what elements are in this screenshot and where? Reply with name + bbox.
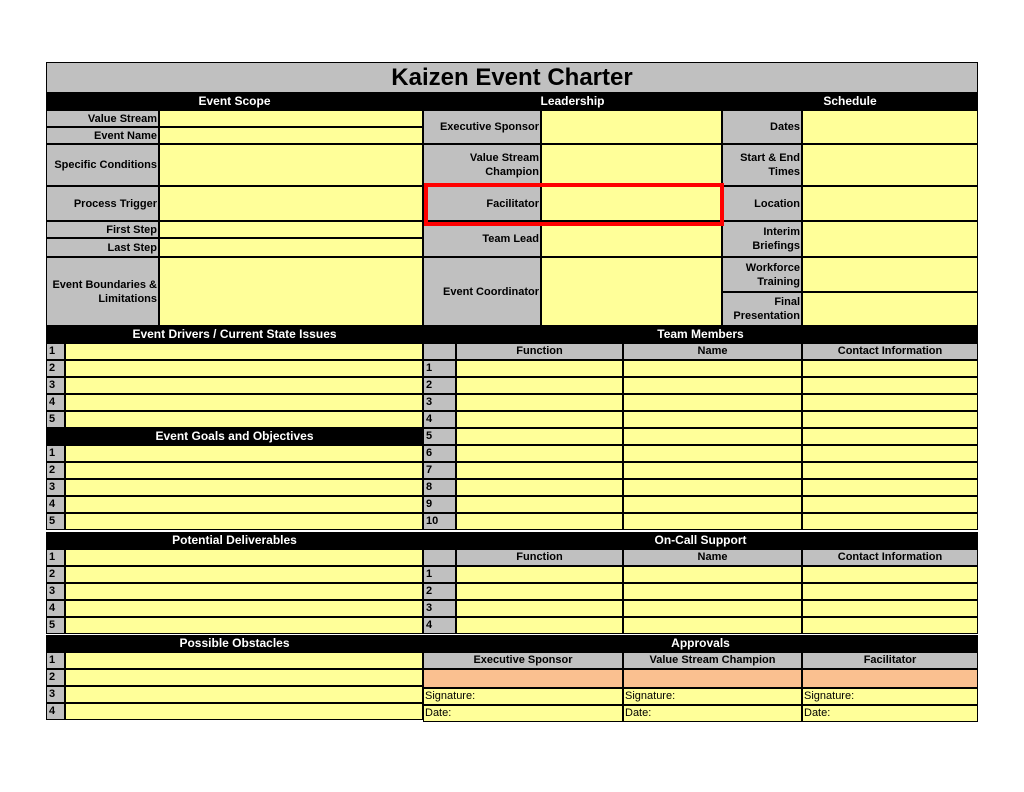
approval-vs-champion-header: Value Stream Champion — [623, 652, 802, 669]
approval-vs-champion-date[interactable]: Date: — [623, 705, 802, 722]
goals-row-field[interactable] — [65, 513, 423, 530]
on-call-contact-field[interactable] — [802, 600, 978, 617]
obstacles-row-number: 4 — [46, 703, 65, 720]
team-member-name-field[interactable] — [623, 513, 802, 530]
section-header-on-call-support: On-Call Support — [423, 532, 978, 549]
label-process-trigger — [46, 186, 159, 221]
team-member-row-number: 8 — [423, 479, 456, 496]
label-interim-line1: Interim — [763, 226, 800, 238]
on-call-name-field[interactable] — [623, 566, 802, 583]
label-process-trigger-text: Process Trigger — [73, 197, 157, 210]
on-call-row-number: 1 — [423, 566, 456, 583]
approval-vs-champion-box[interactable] — [623, 669, 802, 688]
label-interim-line2: Briefings — [752, 240, 800, 252]
label-last-step-text: Last Step — [107, 241, 157, 254]
goals-row-number: 5 — [46, 513, 65, 530]
deliverables-row-number: 4 — [46, 600, 65, 617]
deliverables-row-number: 2 — [46, 566, 65, 583]
on-call-function-header: Function — [456, 549, 623, 566]
label-final-line2: Presentation — [733, 310, 800, 322]
on-call-function-field[interactable] — [456, 583, 623, 600]
label-event-coordinator-text: Event Coordinator — [443, 285, 539, 298]
team-member-contact-field[interactable] — [802, 513, 978, 530]
on-call-contact-field[interactable] — [802, 566, 978, 583]
label-event-boundaries-line1: Event Boundaries & — [52, 278, 157, 291]
on-call-function-field[interactable] — [456, 617, 623, 634]
label-specific-conditions — [46, 144, 159, 186]
label-last-step — [46, 238, 159, 257]
on-call-name-field[interactable] — [623, 583, 802, 600]
section-header-deliverables: Potential Deliverables — [46, 532, 423, 549]
team-member-row-number: 9 — [423, 496, 456, 513]
team-member-name-field[interactable] — [623, 479, 802, 496]
label-dates — [722, 110, 802, 144]
team-member-name-field[interactable] — [623, 462, 802, 479]
label-workforce-line2: Training — [757, 275, 800, 288]
label-start-end-times — [722, 144, 802, 186]
deliverables-row-field[interactable] — [65, 600, 423, 617]
goals-row-field[interactable] — [65, 496, 423, 513]
label-start-end-line1: Start & End — [740, 152, 800, 164]
on-call-name-header: Name — [623, 549, 802, 566]
label-first-step-text: First Step — [106, 223, 157, 236]
deliverables-row-field[interactable] — [65, 583, 423, 600]
label-event-name-text: Event Name — [94, 129, 157, 142]
label-workforce-line1: Workforce — [745, 261, 800, 274]
field-workforce-training[interactable] — [802, 257, 978, 292]
drivers-row-number: 5 — [46, 411, 65, 428]
field-final-presentation[interactable] — [802, 292, 978, 326]
team-member-row-number: 4 — [423, 411, 456, 428]
team-member-contact-field[interactable] — [802, 462, 978, 479]
team-member-function-field[interactable] — [456, 411, 623, 428]
approval-facilitator-signature[interactable]: Signature: — [802, 688, 978, 705]
field-start-end-times[interactable] — [802, 144, 978, 186]
team-member-name-field[interactable] — [623, 377, 802, 394]
approval-facilitator-date[interactable]: Date: — [802, 705, 978, 722]
approval-vs-champion-signature[interactable]: Signature: — [623, 688, 802, 705]
on-call-function-field[interactable] — [456, 600, 623, 617]
obstacles-row-number: 2 — [46, 669, 65, 686]
section-header-event-drivers: Event Drivers / Current State Issues — [46, 326, 423, 343]
goals-row-field[interactable] — [65, 462, 423, 479]
section-header-approvals: Approvals — [423, 635, 978, 652]
field-last-step[interactable] — [159, 238, 423, 257]
on-call-corner — [423, 549, 456, 566]
obstacles-row-field[interactable] — [65, 703, 423, 720]
on-call-contact-field[interactable] — [802, 617, 978, 634]
label-event-boundaries-line2: Limitations — [98, 292, 157, 305]
drivers-row-field[interactable] — [65, 360, 423, 377]
team-member-row-number: 7 — [423, 462, 456, 479]
deliverables-row-number: 5 — [46, 617, 65, 634]
team-member-name-field[interactable] — [623, 428, 802, 445]
on-call-name-field[interactable] — [623, 600, 802, 617]
label-start-end-line2: Times — [768, 166, 800, 178]
team-member-contact-field[interactable] — [802, 496, 978, 513]
team-member-name-field[interactable] — [623, 445, 802, 462]
label-vs-champion-line2: Champion — [485, 166, 539, 178]
label-facilitator-text: Facilitator — [486, 197, 539, 210]
label-dates-text: Dates — [770, 121, 800, 133]
on-call-contact-field[interactable] — [802, 583, 978, 600]
deliverables-row-number: 1 — [46, 549, 65, 566]
team-member-name-field[interactable] — [623, 360, 802, 377]
field-specific-conditions[interactable] — [159, 144, 423, 186]
field-interim-briefings[interactable] — [802, 221, 978, 257]
section-header-leadership: Leadership — [423, 93, 722, 110]
team-member-row-number: 6 — [423, 445, 456, 462]
field-first-step[interactable] — [159, 221, 423, 238]
goals-row-number: 4 — [46, 496, 65, 513]
label-location — [722, 186, 802, 221]
deliverables-row-field[interactable] — [65, 549, 423, 566]
field-event-coordinator[interactable] — [541, 257, 722, 326]
approval-executive-sponsor-date[interactable]: Date: — [423, 705, 623, 722]
team-member-function-field[interactable] — [456, 377, 623, 394]
field-process-trigger[interactable] — [159, 186, 423, 221]
field-team-lead[interactable] — [541, 221, 722, 257]
team-members-name-header: Name — [623, 343, 802, 360]
section-header-team-members: Team Members — [423, 326, 978, 343]
drivers-row-field[interactable] — [65, 377, 423, 394]
team-member-function-field[interactable] — [456, 428, 623, 445]
on-call-name-field[interactable] — [623, 617, 802, 634]
field-value-stream[interactable] — [159, 110, 423, 127]
section-header-obstacles: Possible Obstacles — [46, 635, 423, 652]
section-header-schedule: Schedule — [722, 93, 978, 110]
team-members-corner — [423, 343, 456, 360]
deliverables-row-number: 3 — [46, 583, 65, 600]
field-vs-champion[interactable] — [541, 144, 722, 186]
team-member-function-field[interactable] — [456, 462, 623, 479]
label-team-lead-text: Team Lead — [482, 233, 539, 245]
team-member-contact-field[interactable] — [802, 479, 978, 496]
approval-facilitator-header: Facilitator — [802, 652, 978, 669]
drivers-row-field[interactable] — [65, 343, 423, 360]
label-vs-champion — [423, 144, 541, 186]
obstacles-row-field[interactable] — [65, 669, 423, 686]
goals-row-number: 2 — [46, 462, 65, 479]
team-member-contact-field[interactable] — [802, 428, 978, 445]
label-executive-sponsor-text: Executive Sponsor — [439, 121, 539, 133]
team-member-row-number: 5 — [423, 428, 456, 445]
team-members-function-header: Function — [456, 343, 623, 360]
team-member-name-field[interactable] — [623, 411, 802, 428]
facilitator-highlight-box — [424, 183, 724, 226]
field-event-boundaries[interactable] — [159, 257, 423, 326]
team-member-row-number: 1 — [423, 360, 456, 377]
label-specific-conditions-text: Specific Conditions — [54, 159, 157, 171]
team-member-contact-field[interactable] — [802, 445, 978, 462]
team-member-function-field[interactable] — [456, 360, 623, 377]
label-team-lead — [423, 221, 541, 257]
drivers-row-field[interactable] — [65, 411, 423, 428]
on-call-row-number: 2 — [423, 583, 456, 600]
approval-executive-sponsor-signature[interactable]: Signature: — [423, 688, 623, 705]
label-value-stream — [46, 110, 159, 127]
page-title: Kaizen Event Charter — [46, 62, 978, 93]
team-member-function-field[interactable] — [456, 479, 623, 496]
team-member-contact-field[interactable] — [802, 394, 978, 411]
drivers-row-field[interactable] — [65, 394, 423, 411]
team-member-contact-field[interactable] — [802, 411, 978, 428]
team-member-row-number: 10 — [423, 513, 456, 530]
team-member-function-field[interactable] — [456, 445, 623, 462]
label-value-stream-text: Value Stream — [87, 112, 157, 125]
team-member-name-field[interactable] — [623, 394, 802, 411]
label-location-text: Location — [754, 197, 800, 210]
obstacles-row-number: 3 — [46, 686, 65, 703]
team-member-function-field[interactable] — [456, 394, 623, 411]
section-header-goals: Event Goals and Objectives — [46, 428, 423, 445]
on-call-row-number: 4 — [423, 617, 456, 634]
section-header-event-scope: Event Scope — [46, 93, 423, 110]
label-final-presentation — [722, 292, 802, 326]
label-final-line1: Final — [774, 296, 800, 308]
obstacles-row-field[interactable] — [65, 652, 423, 669]
team-member-contact-field[interactable] — [802, 360, 978, 377]
label-event-name — [46, 127, 159, 144]
approval-executive-sponsor-header: Executive Sponsor — [423, 652, 623, 669]
goals-row-field[interactable] — [65, 479, 423, 496]
on-call-function-field[interactable] — [456, 566, 623, 583]
field-executive-sponsor[interactable] — [541, 110, 722, 144]
label-workforce-training — [722, 257, 802, 292]
team-member-name-field[interactable] — [623, 496, 802, 513]
label-first-step — [46, 221, 159, 238]
label-vs-champion-line1: Value Stream — [469, 152, 539, 164]
drivers-row-number: 4 — [46, 394, 65, 411]
team-members-contact-header: Contact Information — [802, 343, 978, 360]
label-event-coordinator — [423, 257, 541, 326]
goals-row-number: 1 — [46, 445, 65, 462]
team-member-row-number: 2 — [423, 377, 456, 394]
approval-facilitator-box[interactable] — [802, 669, 978, 688]
goals-row-field[interactable] — [65, 445, 423, 462]
deliverables-row-field[interactable] — [65, 566, 423, 583]
goals-row-number: 3 — [46, 479, 65, 496]
drivers-row-number: 1 — [46, 343, 65, 360]
team-member-function-field[interactable] — [456, 513, 623, 530]
team-member-row-number: 3 — [423, 394, 456, 411]
field-location[interactable] — [802, 186, 978, 221]
label-interim-briefings — [722, 221, 802, 257]
obstacles-row-number: 1 — [46, 652, 65, 669]
approval-executive-sponsor-box[interactable] — [423, 669, 623, 688]
field-event-name[interactable] — [159, 127, 423, 144]
drivers-row-number: 3 — [46, 377, 65, 394]
field-dates[interactable] — [802, 110, 978, 144]
on-call-contact-header: Contact Information — [802, 549, 978, 566]
label-executive-sponsor — [423, 110, 541, 144]
team-member-contact-field[interactable] — [802, 377, 978, 394]
on-call-row-number: 3 — [423, 600, 456, 617]
team-member-function-field[interactable] — [456, 496, 623, 513]
label-event-boundaries — [46, 257, 159, 326]
drivers-row-number: 2 — [46, 360, 65, 377]
deliverables-row-field[interactable] — [65, 617, 423, 634]
obstacles-row-field[interactable] — [65, 686, 423, 703]
